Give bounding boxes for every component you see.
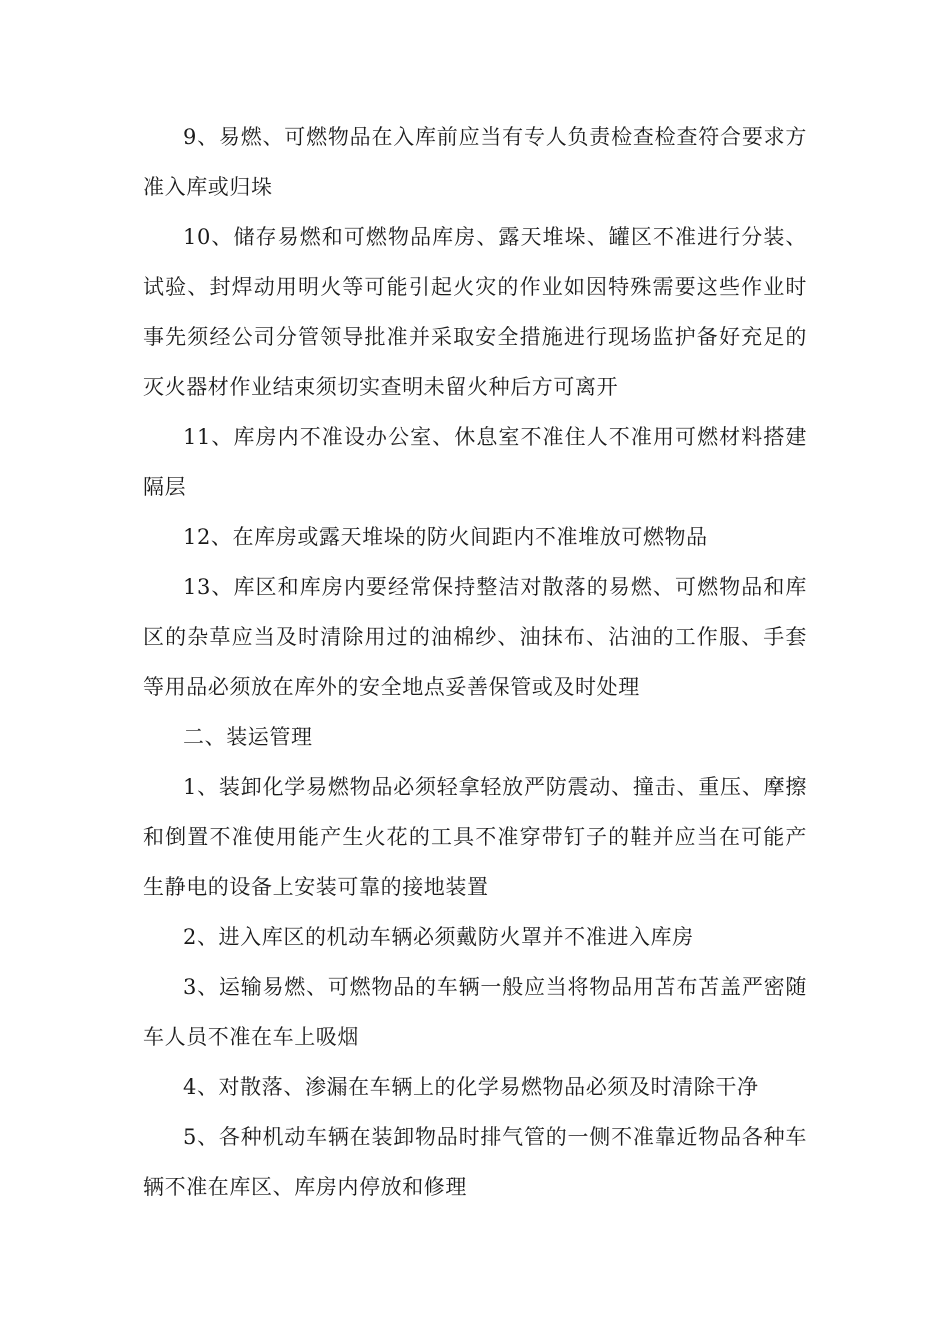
paragraph-item-9: 9、易燃、可燃物品在入库前应当有专人负责检查检查符合要求方准入库或归垛 [143, 125, 807, 199]
section-paragraph-1: 1、装卸化学易燃物品必须轻拿轻放严防震动、撞击、重压、摩擦和倒置不准使用能产生火花的工具不准穿带钉子的鞋并应当在可能产生静电的设备上安装可靠的接地装置 [143, 775, 807, 899]
paragraph-item-13: 13、库区和库房内要经常保持整洁对散落的易燃、可燃物品和库区的杂草应当及时清除用过的油棉纱、油抹布、沾油的工作服、手套等用品必须放在库外的安全地点妥善保管或及时处理 [143, 575, 807, 699]
paragraph-item-12: 12、在库房或露天堆垛的防火间距内不准堆放可燃物品 [183, 525, 708, 549]
section-paragraph-4: 4、对散落、渗漏在车辆上的化学易燃物品必须及时清除干净 [183, 1075, 759, 1099]
document-body [143, 112, 807, 1212]
paragraph-item-10: 10、储存易燃和可燃物品库房、露天堆垛、罐区不准进行分装、试验、封焊动用明火等可能引起火灾的作业如因特殊需要这些作业时事先须经公司分管领导批准并采取安全措施进行现场监护备好充足的灭火器材作业结束须切实查明未留火种后方可离开 [143, 225, 807, 399]
section-paragraph-5: 5、各种机动车辆在装卸物品时排气管的一侧不准靠近物品各种车辆不准在库区、库房内停放和修理 [143, 1125, 807, 1199]
section-heading: 二、装运管理 [183, 725, 313, 749]
paragraph-item-11: 11、库房内不准设办公室、休息室不准住人不准用可燃材料搭建隔层 [143, 425, 807, 499]
section-paragraph-2: 2、进入库区的机动车辆必须戴防火罩并不准进入库房 [183, 925, 694, 949]
section-paragraph-3: 3、运输易燃、可燃物品的车辆一般应当将物品用苫布苫盖严密随车人员不准在车上吸烟 [143, 975, 807, 1049]
